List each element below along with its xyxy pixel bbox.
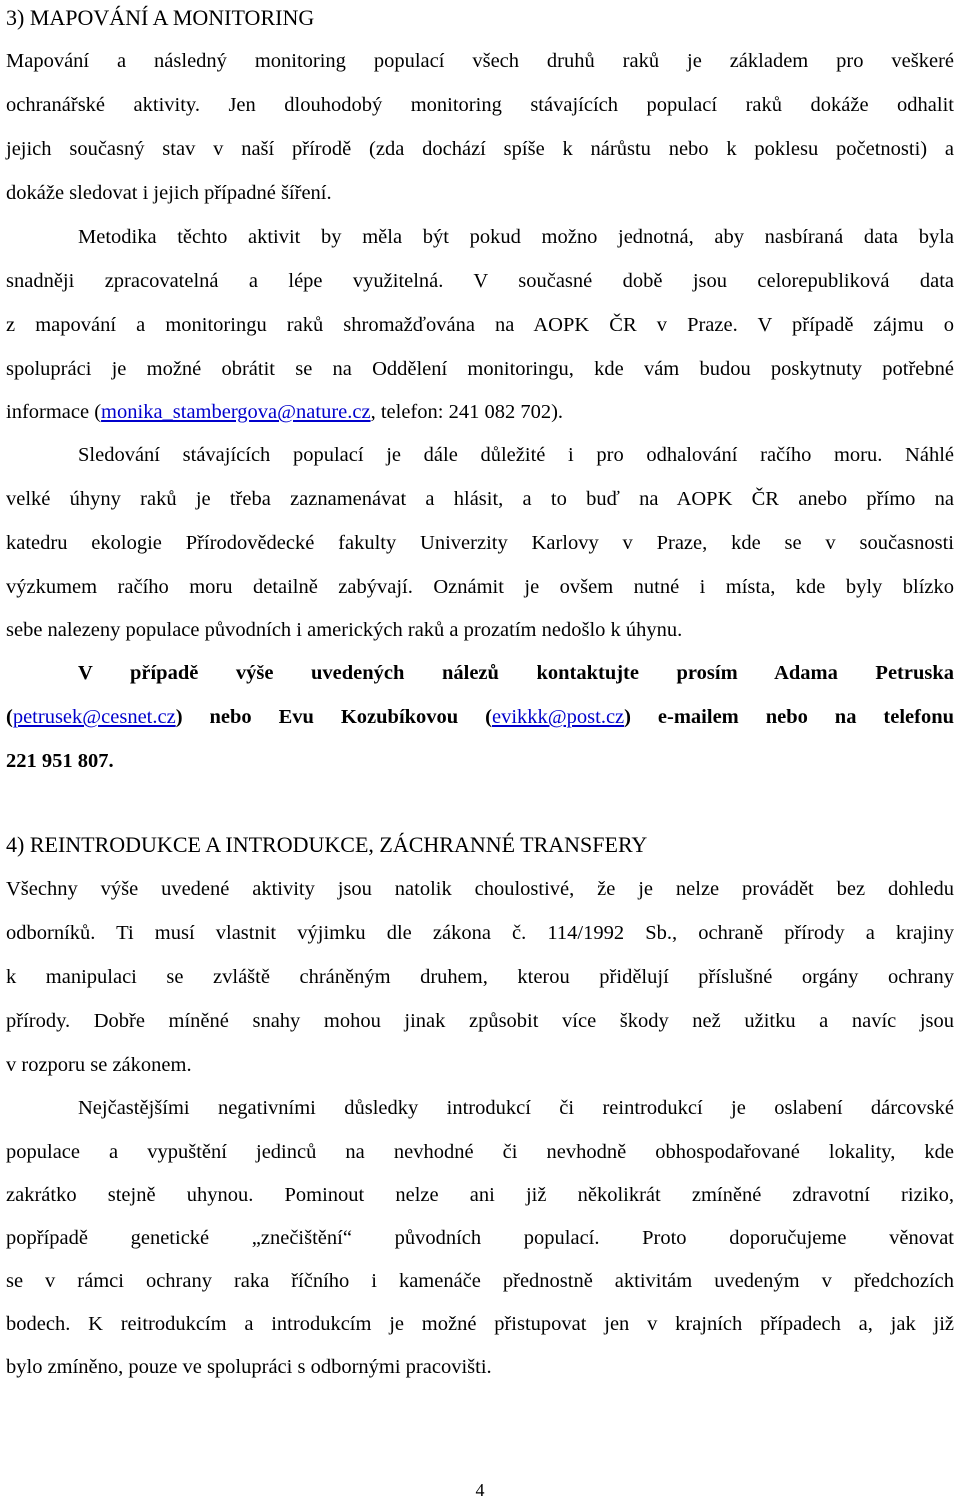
page-number: 4 — [475, 1480, 485, 1500]
contact-text: ) e-mailem nebo na telefonu — [624, 706, 954, 728]
paragraph-line: bylo zmíněno, pouze ve spolupráci s odbornými pracovišti. — [6, 1356, 492, 1378]
paragraph-line: k manipulaci se zvláště chráněným druhem, kterou přidělují příslušné orgány ochrany — [6, 966, 954, 988]
paragraph-line: Mapování a následný monitoring populací všech druhů raků je základem pro veškeré — [6, 50, 954, 72]
info-prefix: informace ( — [6, 401, 102, 423]
paragraph-line: sebe nalezeny populace původních i amerických raků a prozatím nedošlo k úhynu. — [6, 619, 683, 641]
email-link-monitoring[interactable]: monika_stambergova@nature.cz — [101, 401, 371, 423]
paragraph-line: z mapování a monitoringu raků shromažďována na AOPK ČR v Praze. V případě zájmu o — [6, 314, 954, 336]
paragraph-line: přírody. Dobře míněné snahy mohou jinak způsobit více škody než užitku a navíc jsou — [6, 1010, 954, 1032]
paragraph-line: ochranářské aktivity. Jen dlouhodobý monitoring stávajících populací raků dokáže odhalit — [6, 94, 954, 116]
paragraph-line: bodech. K reitrodukcím a introdukcím je možné přistupovat jen v krajních případech a, jak již — [6, 1313, 954, 1335]
paragraph-line: Nejčastějšími negativními důsledky introdukcí či reintrodukcí je oslabení dárcovské — [78, 1097, 954, 1119]
paragraph-line: výzkumem račího moru detailně zabývají. Oznámit je ovšem nutné i místa, kde byly blízko — [6, 576, 954, 598]
paragraph-line: spolupráci je možné obrátit se na Oddělení monitoringu, kde vám budou poskytnuty potřebné — [6, 358, 954, 380]
paragraph-line: zakrátko stejně uhynou. Pominout nelze ani již několikrát zmíněné zdravotní riziko, — [6, 1184, 954, 1206]
paragraph-line: odborníků. Ti musí vlastnit výjimku dle zákona č. 114/1992 Sb., ochraně přírody a krajiny — [6, 922, 954, 944]
contact-line — [6, 704, 954, 730]
email-link-evikkk[interactable]: evikkk@post.cz — [491, 706, 625, 728]
paragraph-line: snadněji zpracovatelná a lépe využitelná. V současné době jsou celorepubliková data — [6, 270, 954, 292]
contact-line: V případě výše uvedených nálezů kontaktujte prosím Adama Petruska — [78, 662, 954, 684]
email-link-petrusek[interactable]: petrusek@cesnet.cz — [12, 706, 176, 728]
contact-phone: 221 951 807. — [6, 750, 114, 772]
info-suffix: , telefon: 241 082 702). — [370, 401, 564, 423]
paragraph-line: v rozporu se zákonem. — [6, 1054, 192, 1076]
paragraph-line: Sledování stávajících populací je dále důležité i pro odhalování račího moru. Náhlé — [78, 444, 954, 466]
paragraph-line: katedru ekologie Přírodovědecké fakulty Univerzity Karlovy v Praze, kde se v současnosti — [6, 532, 954, 554]
paragraph-line — [6, 399, 954, 425]
paragraph-line: Všechny výše uvedené aktivity jsou natolik choulostivé, že je nelze provádět bez dohledu — [6, 878, 954, 900]
paragraph-line: dokáže sledovat i jejich případné šíření. — [6, 182, 332, 204]
contact-text: ) nebo Evu Kozubíkovou ( — [175, 706, 492, 728]
paragraph-line: se v rámci ochrany raka říčního i kamenáče přednostně aktivitám uvedeným v předchozích — [6, 1270, 954, 1292]
paragraph-line: populace a vypuštění jedinců na nevhodné či nevhodně obhospodařované lokality, kde — [6, 1141, 954, 1163]
paragraph-line: jejich současný stav v naší přírodě (zda dochází spíše k nárůstu nebo k poklesu početnosti) a — [6, 138, 954, 160]
paragraph-line: velké úhyny raků je třeba zaznamenávat a hlásit, a to buď na AOPK ČR anebo přímo na — [6, 488, 954, 510]
contact-text: ( — [6, 706, 13, 728]
paragraph-line: Metodika těchto aktivit by měla být pokud možno jednotná, aby nasbíraná data byla — [78, 226, 954, 248]
section-4-heading: 4) REINTRODUKCE A INTRODUKCE, ZÁCHRANNÉ TRANSFERY — [6, 832, 648, 857]
paragraph-line: popřípadě genetické „znečištění“ původních populací. Proto doporučujeme věnovat — [6, 1227, 954, 1249]
section-3-heading: 3) MAPOVÁNÍ A MONITORING — [6, 5, 315, 30]
